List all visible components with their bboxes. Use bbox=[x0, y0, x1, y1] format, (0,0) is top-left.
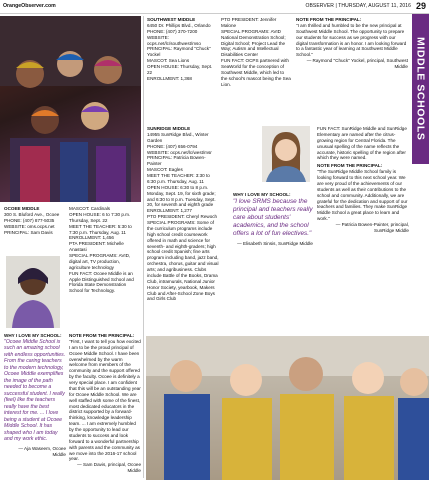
sunridge-fun-fact: FUN FACT: SunRidge Middle and SunRidge Elementary are named after the citrus-growing region for Central Florida. The unusual spelling of the name reflects the accurate, historic spelling of the region after which they were named. bbox=[317, 126, 407, 161]
ocoee-note bbox=[69, 333, 141, 474]
sunridge-open-house: OPEN HOUSE: 6:30 to 8 p.m. Monday, Sept. 19, for sixth grade; and 6:30 to 8 p.m. Tuesday, Sept. 20, for seventh and eighth grade bbox=[147, 184, 216, 208]
photo-sunridge-students bbox=[146, 336, 429, 480]
ocoee-why-quote: "Ocoee Middle School is such an amazing school with endless opportunities. From the caring teachers to the modern technology, Ocoee Middle exemplifies the image of the path needed to become a successful student. I really (feel) like the teachers really have the best interest for me. ... I love being a student at Ocoee Middle School. It has shaped who I am today and my work ethic. bbox=[4, 338, 66, 443]
ocoee-mascot: MASCOT: Cardinals bbox=[69, 206, 111, 211]
southwest-note-byline: — Raymond "Chuck" Yockel, principal, Southwest Middle bbox=[306, 58, 408, 69]
section-date: OBSERVER | THURSDAY, AUGUST 11, 2016 bbox=[305, 3, 411, 9]
site-name: OrangeObserver.com bbox=[3, 3, 56, 9]
ocoee-enrollment: ENROLLMENT: 1,456 bbox=[69, 235, 114, 241]
sunridge-mascot: MASCOT: Eagles bbox=[147, 167, 183, 173]
sunridge-note-text: "The SunRidge Middle School family is looking forward to this next school year. We are very proud of the achievements of our students as well as their contributions to the school and community. Additionally, we are grateful for the dedication and support of our teachers and families. They make SunRidge Middle School a great place to learn and work." bbox=[317, 169, 408, 222]
ocoee-programs: SPECIAL PROGRAMS: AVID, digital art, TV production, agriculture technology bbox=[69, 253, 131, 270]
southwest-mascot: MASCOT: Sea Lions bbox=[147, 58, 190, 64]
ocoee-meet-teacher: MEET THE TEACHER: 5:30 to 7:30 p.m. Thursday, Aug. 11 bbox=[69, 223, 132, 235]
southwest-address: 6450 Dr. Phillips Blvd., Orlando bbox=[147, 22, 211, 28]
ocoee-why-heading: WHY I LOVE MY SCHOOL: bbox=[4, 333, 62, 338]
southwest-website: WEBSITE: ocps.net/lc/southwest/mso bbox=[147, 34, 201, 46]
sunridge-why-quote: "I love SRMS because the principal and teachers really care about students' academics, and the school offers a lot of fun electives." bbox=[233, 197, 313, 237]
ocoee-details bbox=[69, 206, 141, 294]
sunridge-pto: PTO PRESIDENT: Cheryl Rewoch bbox=[147, 214, 218, 220]
southwest-details bbox=[221, 17, 291, 88]
sunridge-name: SUNRIDGE MIDDLE bbox=[147, 126, 191, 131]
page-header bbox=[0, 0, 429, 14]
sunridge-phone: PHONE: (407) 656-0794 bbox=[147, 143, 198, 149]
ocoee-website: WEBSITE: oms.ocps.net bbox=[4, 223, 55, 229]
southwest-note-text: "I am thrilled and humbled to be the new principal at Southwest Middle School. The opportunity to prepare our students for success as we progress with our digital transformation is an honor. I am looking forward to a fantastic year of learning at Southwest Middle School." bbox=[296, 22, 407, 58]
southwest-note-heading: NOTE FROM THE PRINCIPAL: bbox=[296, 17, 362, 22]
ocoee-why-box bbox=[4, 333, 66, 457]
ocoee-open-house: OPEN HOUSE: 6 to 7:30 p.m. Thursday, Sept. 22 bbox=[69, 211, 131, 223]
section-banner bbox=[412, 14, 429, 164]
ocoee-phone: PHONE: (407) 877-5035 bbox=[4, 217, 55, 223]
ocoee-why-byline: — Aja Waseem, Ocoee Middle bbox=[18, 445, 66, 457]
ocoee-address: 300 S. Bluford Ave., Ocoee bbox=[4, 211, 60, 217]
page-number: 29 bbox=[415, 1, 426, 11]
ocoee-note-heading: NOTE FROM THE PRINCIPAL: bbox=[69, 333, 135, 338]
sunridge-info bbox=[147, 126, 219, 302]
ocoee-principal: PRINCIPAL: Sam Davis bbox=[4, 229, 53, 235]
sunridge-enrollment: ENROLLMENT: 1,277 bbox=[147, 208, 192, 214]
ocoee-note-byline: — Sam Davis, principal, Ocoee Middle bbox=[77, 462, 141, 473]
ocoee-pta: PTA PRESIDENT: Michelle Anastasi bbox=[69, 241, 124, 253]
sunridge-clubs bbox=[317, 126, 409, 233]
southwest-info bbox=[147, 17, 217, 82]
section-banner-label: MIDDLE SCHOOLS bbox=[414, 37, 427, 141]
photo-masked-students bbox=[0, 16, 141, 202]
ocoee-fun-fact: FUN FACT: Ocoee Middle is an Apple Distinguished School and Florida State Demonstration School for Technology. bbox=[69, 270, 134, 294]
column-divider bbox=[143, 16, 144, 478]
ocoee-info bbox=[4, 206, 64, 235]
southwest-fun-fact: FUN FACT: OCPS partnered with SeaWorld for the conception of Southwest Middle, which led to the school's mascot being the Sea Lion. bbox=[221, 58, 291, 87]
sunridge-address: 14955 SunRidge Blvd., Winter Garden bbox=[147, 131, 209, 143]
ocoee-name: OCOEE MIDDLE bbox=[4, 206, 40, 211]
sunridge-why-box bbox=[233, 192, 313, 247]
sunridge-note-byline: — Patricia Bowen-Painter, principal, SunRidge Middle bbox=[335, 222, 409, 233]
sunridge-note-heading: NOTE FROM THE PRINCIPAL: bbox=[317, 163, 383, 169]
southwest-open-house: OPEN HOUSE: Thursday, Sept. 22 bbox=[147, 64, 213, 75]
sunridge-why-heading: WHY I LOVE MY SCHOOL: bbox=[233, 192, 291, 197]
southwest-enrollment: ENROLLMENT: 1,368 bbox=[147, 75, 192, 81]
sunridge-why-byline: — Elisabeth Sinsis, SunRidge Middle bbox=[237, 240, 313, 246]
sunridge-programs: SPECIAL PROGRAMS: Some of the curriculum programs include high school credit coursework offered in math and science for seventh- and eighth-graders; high school credit Spanish; fine arts program including band, jazz band, orchestra, chorus, guitar and visual arts; and agribusiness. Clubs include Battle of the Books, Drama Club, intramurals, National Junior Honor Society, yearbook, Makers Club and After-School Zone Boys and Girls Club bbox=[147, 220, 219, 302]
southwest-pto: PTO PRESIDENT: Jennifer Malone bbox=[221, 17, 277, 28]
southwest-note bbox=[296, 17, 408, 70]
photo-elisabeth bbox=[262, 126, 310, 182]
sunridge-meet-teacher: MEET THE TEACHER: 3:30 to 6:30 p.m. Thursday, Aug. 11 bbox=[147, 173, 210, 184]
southwest-programs: SPECIAL PROGRAMS: AVID National Demonstration School; Digital School; Project Lead the Way; Autism and Intellectual Disabilities Center bbox=[221, 28, 286, 58]
southwest-principal: PRINCIPAL: Raymond "Chuck" Yockel bbox=[147, 46, 211, 58]
sunridge-website: WEBSITE: ocps.net/lc/west/msr bbox=[147, 149, 212, 155]
ocoee-note-text: "First, I want to tell you how excited I am to be the proud principal of Ocoee Middle School. I have been overwhelmed by the warm welcome from members of the community and the support offered by the faculty. Ocoee is definitely a very special place. I am confident that this will be an outstanding year for Ocoee Middle School. We are well staffed with some of the finest, most dedicated educators in the district supported by a forward-thinking, knowledge leadership team. ... I am extremely humbled by the opportunity to lead our students to success and look forward to a wonderful partnership with parents and the community as we move into the 2016-17 school year. bbox=[69, 338, 141, 462]
photo-ocoee-student bbox=[6, 256, 60, 328]
southwest-phone: PHONE: (407) 370-7200 bbox=[147, 28, 198, 34]
southwest-name: SOUTHWEST MIDDLE bbox=[147, 17, 196, 22]
sunridge-principal: PRINCIPAL: Patricia Bowen-Painter bbox=[147, 155, 206, 167]
